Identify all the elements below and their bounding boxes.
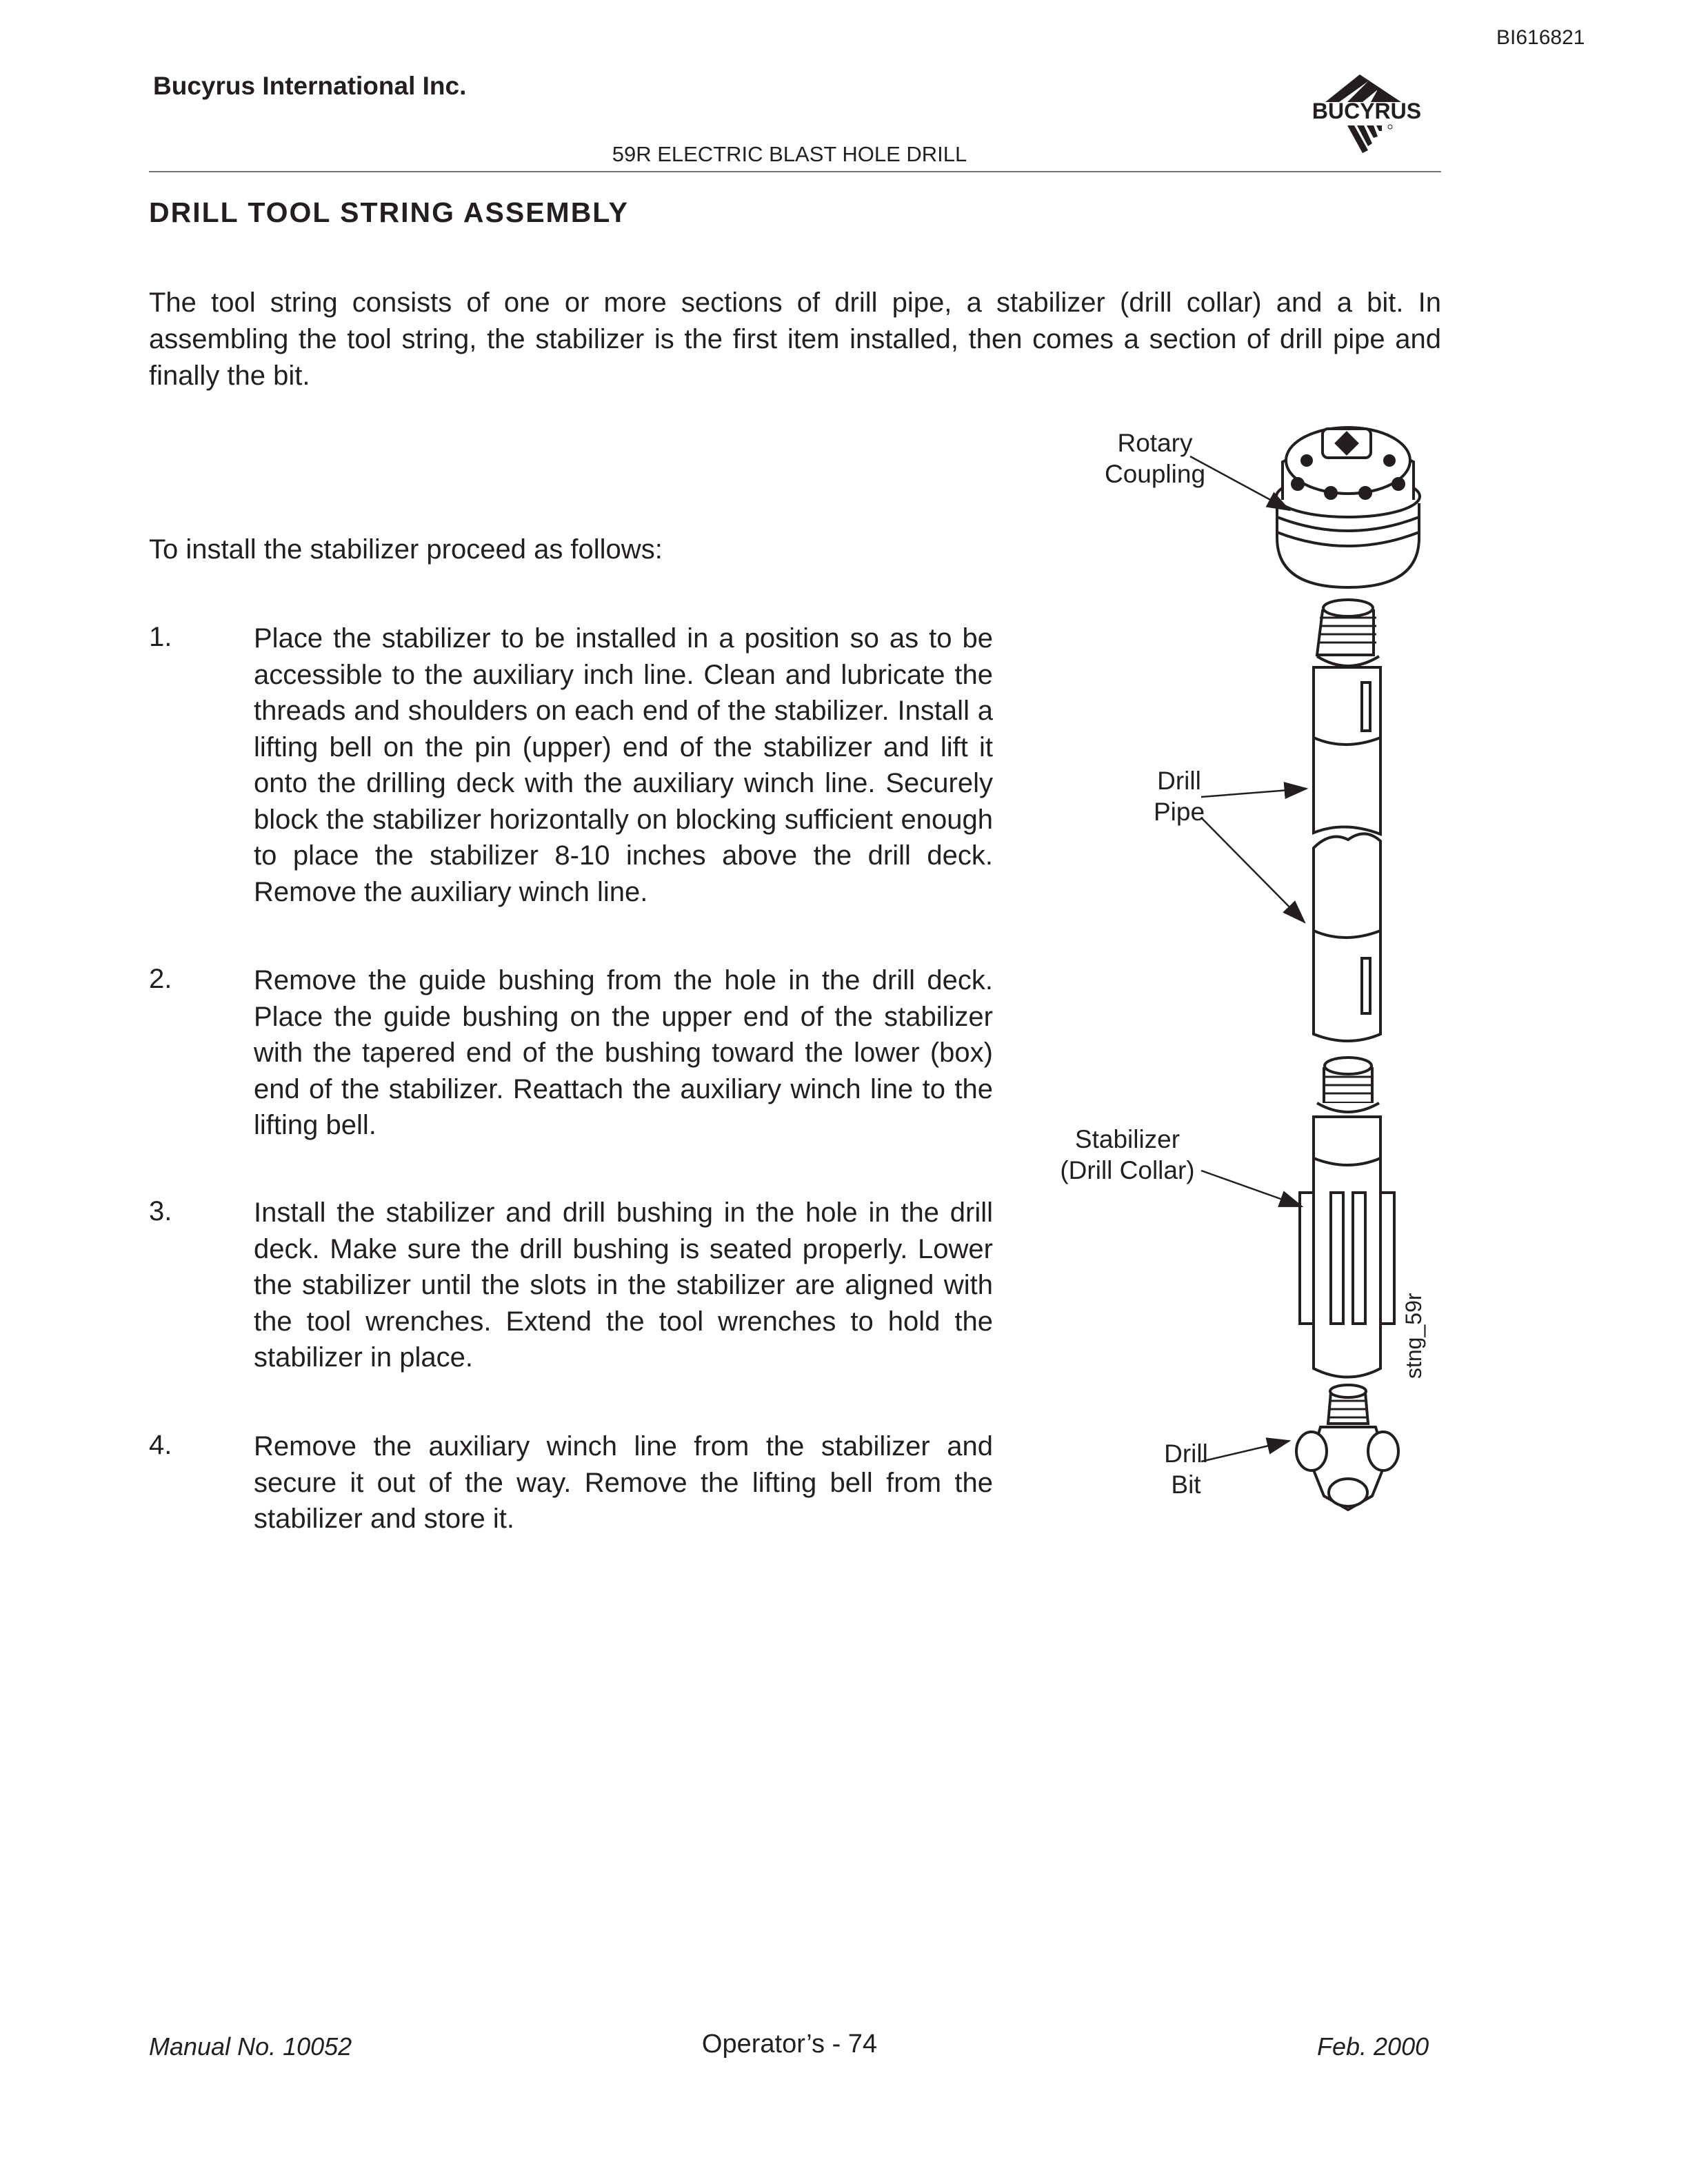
step-text: Place the stabilizer to be installed in a position so as to be accessible to the auxiliary inch line. Clean and lubricate the threads and shoulders on each end of the stabilizer. Install a lifting bell on the pin (upper) end of the stabilizer and lift it onto the drilling deck with the auxiliary winch line. Securely block the stabilizer horizontally on blocking sufficient enough to place the stabilizer 8-10 inches above the drill deck. Remove the auxiliary winch line. [254,623,993,907]
tool-string-drawing [1041,407,1469,1558]
footer-manual-number: Manual No. 10052 [149,2032,352,2061]
step-number: 4. [149,1430,172,1460]
step-text: Remove the guide bushing from the hole in the drill deck. Place the guide bushing on the upper end of the stabilizer with the tapered end of the bushing toward the lower (box) end of the stabilizer. Reattach the auxiliary winch line to the lifting bell. [254,965,993,1140]
document-id: BI616821 [1496,26,1585,49]
drill-bit-label: Drill Bit [1164,1439,1208,1499]
footer-date: Feb. 2000 [1317,2032,1429,2061]
step-number: 3. [149,1196,172,1226]
rotary-coupling-label: Rotary Coupling [1104,429,1206,488]
procedure-intro: To install the stabilizer proceed as follows: [149,534,663,565]
step-number: 2. [149,964,172,994]
stabilizer-label: Stabilizer (Drill Collar) [1060,1125,1195,1184]
stabilizer-leader [1201,1171,1302,1206]
logo-wordmark: BUCYRUS [1312,99,1422,123]
company-name: Bucyrus International Inc. [153,72,467,100]
stabilizer-part [1300,1058,1394,1377]
step-number: 1. [149,622,172,652]
step-text: Remove the auxiliary winch line from the stabilizer and secure it out of the way. Remove the lifting bell from the stabilizer and store it. [254,1431,993,1534]
document-subtitle: 59R ELECTRIC BLAST HOLE DRILL [612,142,967,166]
footer-page-number: Operator’s - 74 [701,2030,878,2059]
rotary-coupling-part [1276,427,1420,587]
header-rule [149,171,1441,172]
drill-pipe-label: Drill Pipe [1153,767,1205,826]
drill-pipe-lower-part [1314,833,1380,1041]
drill-pipe-upper-part [1314,600,1380,834]
figure-code: stng_59r [1401,1293,1426,1379]
intro-paragraph: The tool string consists of one or more sections of drill pipe, a stabilizer (drill collar) and a bit. In assembling the tool string, the stabilizer is the first item installed, then comes a section of drill pipe and finally the bit. [149,287,1441,391]
drill-pipe-leader-lower [1201,818,1305,922]
section-heading: DRILL TOOL STRING ASSEMBLY [149,196,629,228]
step-text: Install the stabilizer and drill bushing in the hole in the drill deck. Make sure the drill bushing is seated properly. Lower the stabilizer until the slots in the stabilizer are aligned with the tool wrenches. Extend the tool wrenches to hold the stabilizer in place. [254,1197,993,1373]
tool-string-figure [1041,407,1469,1558]
drill-bit-part [1296,1385,1398,1510]
